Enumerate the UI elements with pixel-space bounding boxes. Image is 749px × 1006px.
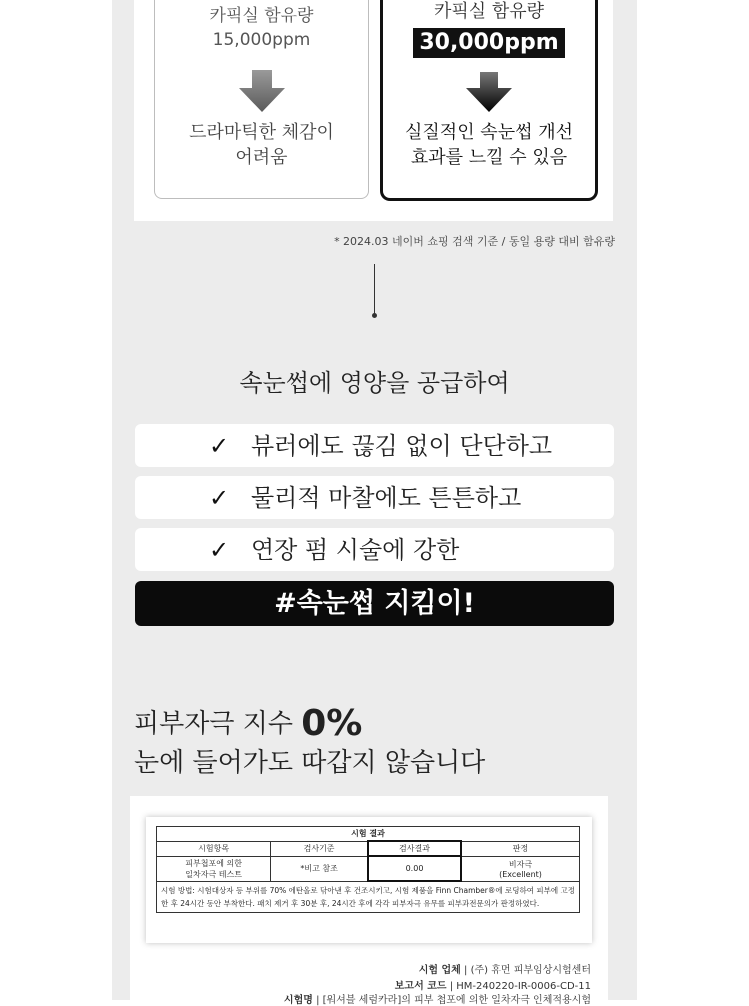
report-header: 검사결과 [368,841,461,856]
report-meta-value: HM-240220-IR-0006-CD-11 [456,981,591,992]
irritation-title-value: 0% [301,703,363,744]
report-meta-label: 보고서 코드 [394,981,447,992]
product-value: 30,000ppm [413,28,564,58]
feature-item [135,476,614,519]
report-meta-value: [워셔블 세럼카라]의 피부 첩포에 의한 일차자극 인체적용시험 [322,995,591,1006]
comparison-box-product [380,0,598,201]
report-header: 판정 [461,841,579,856]
feature-text: 뷰러에도 끊김 없이 단단하고 [251,432,553,460]
report-item-line2: 일차자극 테스트 [185,869,242,879]
report-verdict-line1: 비자극 [508,859,533,869]
report-table-image [146,817,592,943]
standard-desc-line1: 드라마틱한 체감이 [189,122,334,143]
arrow-down-icon [239,70,285,112]
standard-value: 15,000ppm [212,30,311,50]
nourish-title: 속눈썹에 영양을 공급하여 [239,369,510,397]
report-table [156,826,580,913]
check-icon: ✓ [209,484,230,512]
feature-text: 물리적 마찰에도 튼튼하고 [251,484,522,512]
comparison-box-standard [154,0,369,199]
report-meta-row: 시험명 | [워셔블 세럼카라]의 피부 첩포에 의한 일차자극 인체적용시험 [283,995,591,1006]
report-header: 시험항목 [157,841,271,856]
report-cell-verdict [461,856,579,881]
divider-dot [372,313,377,318]
report-cell-criterion: *비고 참조 [271,856,368,881]
feature-item [135,528,614,571]
product-description [383,120,595,170]
report-meta-label: 시험명 [283,995,313,1006]
standard-desc-line2: 어려움 [235,147,288,168]
report-meta-row: 보고서 코드 | HM-240220-IR-0006-CD-11 [394,981,591,992]
comparison-footnote: * 2024.03 네이버 쇼핑 검색 기준 / 동일 용량 대비 함유량 [334,235,615,248]
standard-description [155,120,368,170]
report-table-title: 시험 결과 [157,827,580,842]
check-icon: ✓ [209,432,230,460]
report-meta-value: (주) 휴먼 피부임상시험센터 [470,965,591,976]
report-item-line1: 피부첩포에 의한 [185,858,242,868]
report-meta-row: 시험 업체 | (주) 휴먼 피부임상시험센터 [418,965,591,976]
feature-item [135,424,614,467]
report-cell-result: 0.00 [368,856,461,881]
hashtag-banner: #속눈썹 지킴이! [135,581,614,626]
report-meta-label: 시험 업체 [418,965,461,976]
check-icon: ✓ [209,536,230,564]
report-header: 검사기준 [271,841,368,856]
product-label: 카픽실 함유량 [433,1,545,22]
product-desc-line2: 효과를 느낄 수 있음 [410,147,568,168]
irritation-subtitle: 눈에 들어가도 따갑지 않습니다 [134,748,486,778]
arrow-down-icon [466,72,512,112]
irritation-title [134,705,362,743]
divider-line [374,264,375,314]
report-verdict-line2: (Excellent) [499,869,542,879]
standard-label: 카픽실 함유량 [209,6,314,26]
product-desc-line1: 실질적인 속눈썹 개선 [405,122,573,143]
product-value-wrap [383,28,595,58]
report-cell-item [157,856,271,881]
feature-text: 연장 펌 시술에 강한 [251,536,460,564]
report-method: 시험 방법: 시험대상자 등 부위를 70% 에탄올로 닦아낸 후 건조시키고, 시험 제품을 Finn Chamber®에 로딩하여 피부에 고정한 후 24시간 동안 부착한다. 패치 제거 후 30분 후, 24시간 후에 각각 피부자극 유무를 피부과전문의가 판정하였다. [157,881,580,913]
irritation-title-prefix: 피부자극 지수 [134,709,293,739]
